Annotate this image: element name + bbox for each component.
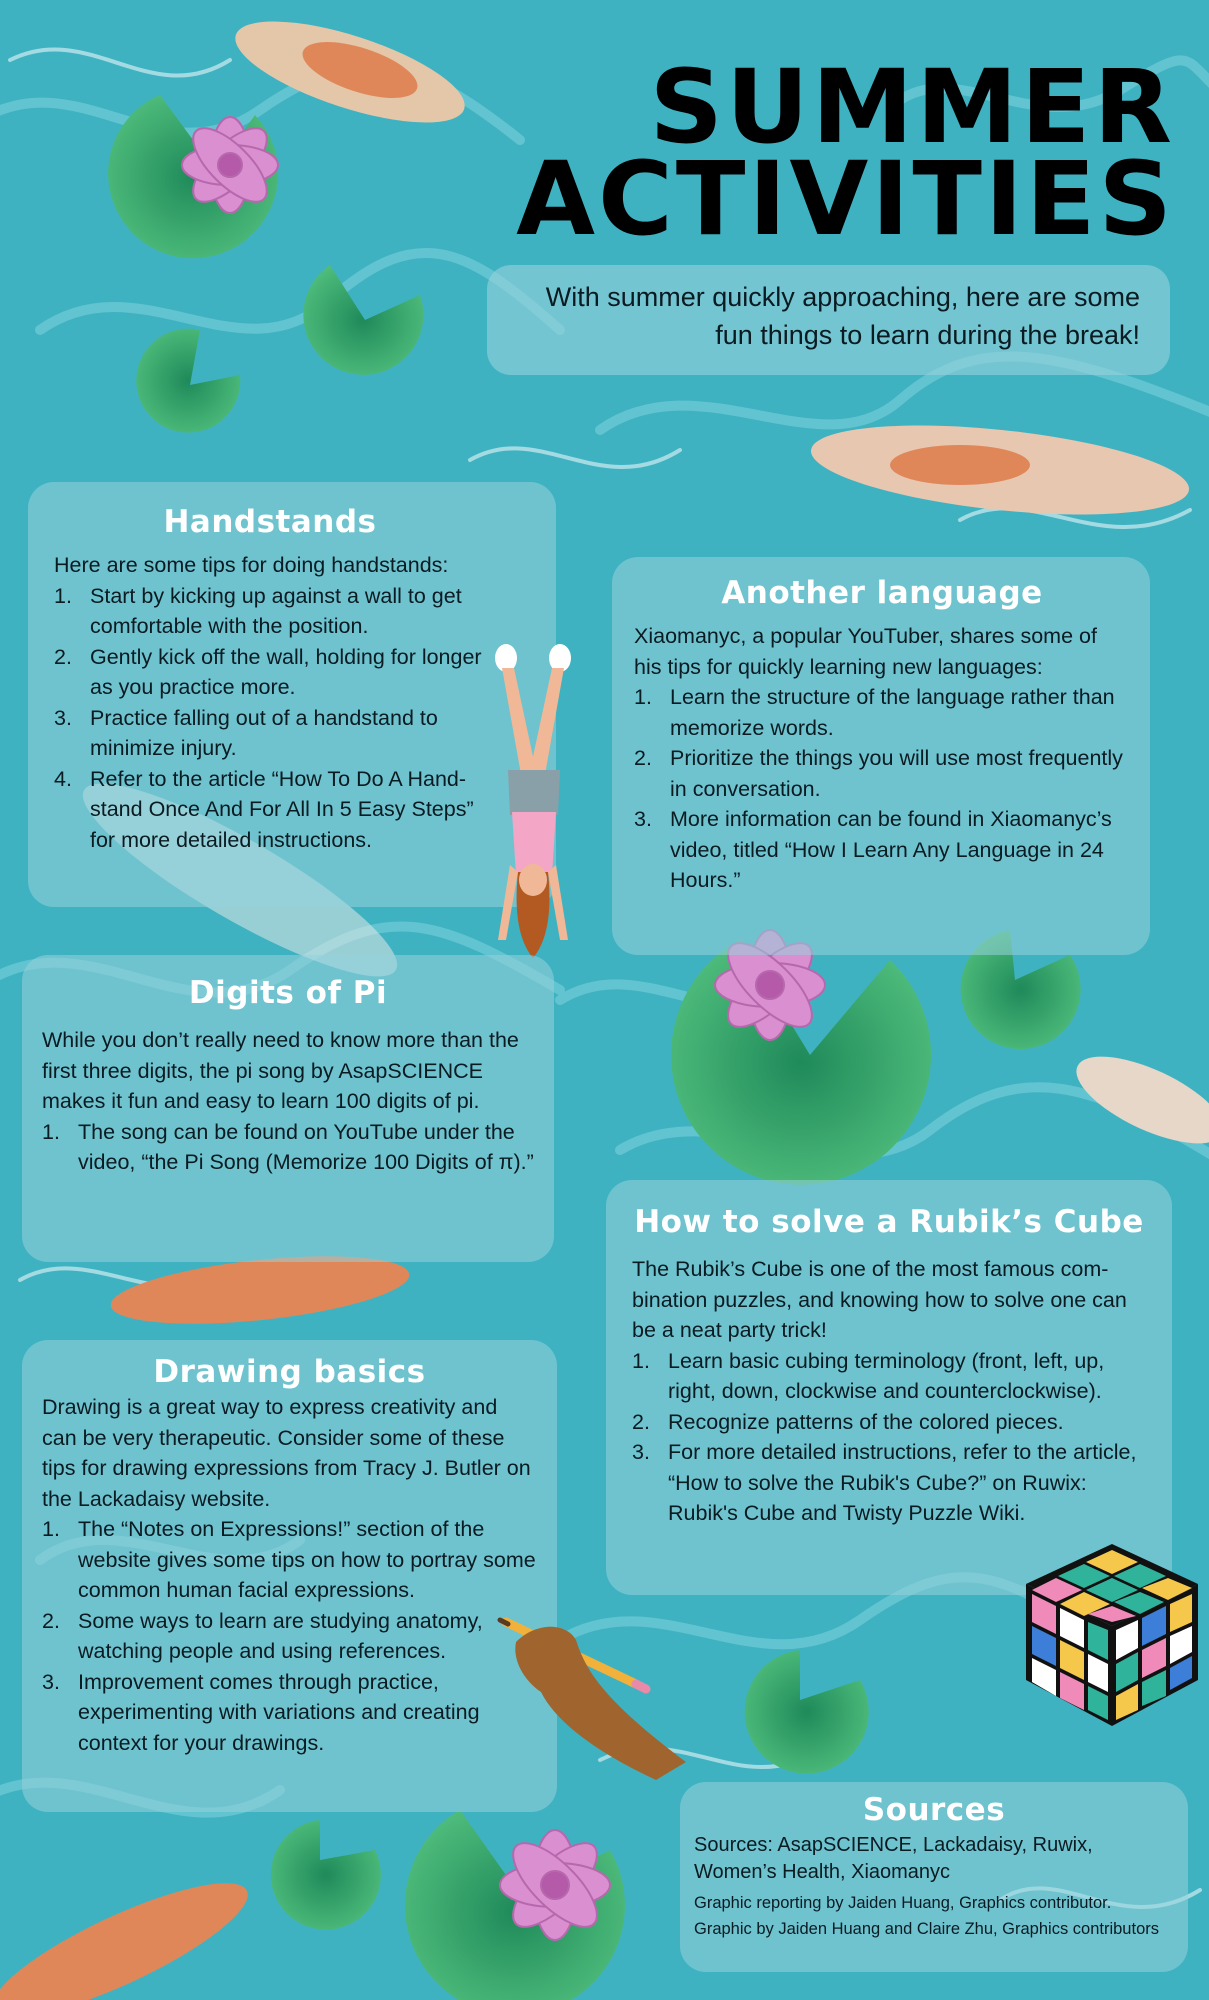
subtitle-text: With summer quickly approaching, here are some fun things to learn during the break! — [545, 282, 1140, 350]
pi-list — [42, 1117, 534, 1178]
rubik-heading: How to solve a Rubik’s Cube — [634, 1204, 1144, 1240]
rubik-card — [606, 1180, 1172, 1595]
sources-heading: Sources — [862, 1792, 1006, 1828]
pi-heading: Digits of Pi — [188, 975, 388, 1011]
list-item: 2. Gently kick off the wall, holding for longer as you practice more. — [54, 644, 482, 699]
page-title — [516, 48, 1175, 259]
handstand-girl-illustration — [488, 640, 578, 965]
subtitle-box — [487, 265, 1170, 375]
language-card — [612, 557, 1150, 955]
sources-card — [680, 1782, 1188, 1972]
pi-card — [22, 955, 554, 1262]
sources-list: Sources: AsapSCIENCE, Lackadaisy, Ruwix, Women’s Health, Xiaomanyc — [694, 1834, 1093, 1883]
list-item: 3. Improvement comes through practice, experimenting with variations and creating context for your drawings. — [42, 1669, 480, 1755]
handstands-card — [28, 482, 556, 907]
language-intro: Xiaomanyc, a popular YouTuber, shares some of his tips for quickly learning new languages: — [634, 624, 1097, 679]
list-item: 2. Prioritize the things you will use most frequently in conversation. — [634, 746, 1123, 801]
title-line-2: ACTIVITIES — [516, 140, 1175, 259]
list-item: 2. Some ways to learn are studying anatomy, watching people and using references. — [42, 1608, 483, 1663]
list-item: 2. Recognize patterns of the colored pieces. — [632, 1409, 1064, 1434]
pi-intro: While you don’t really need to know more than the first three digits, the pi song by AsapSCIENCE makes it fun and easy to learn 100 digits of pi. — [42, 1028, 519, 1113]
list-item: 3. Practice falling out of a handstand to minimize injury. — [54, 705, 438, 760]
list-item: 3. More information can be found in Xiaomanyc’s video, titled “How I Learn Any Language in 24 Hours.” — [634, 807, 1112, 892]
handstands-list — [54, 581, 486, 856]
handstands-heading: Handstands — [163, 504, 377, 540]
handstands-intro: Here are some tips for doing handstands: — [54, 553, 449, 577]
list-item: 1. The “Notes on Expressions!” section of the website gives some tips on how to portray some common human facial expressions. — [42, 1517, 536, 1602]
list-item: 1. Learn the structure of the language rather than memorize words. — [634, 685, 1115, 740]
drawing-hand-illustration — [486, 1612, 696, 1782]
list-item: 4. Refer to the article “How To Do A Hand-stand Once And For All In 5 Easy Steps” for more detailed instructions. — [54, 766, 474, 852]
drawing-list — [42, 1514, 537, 1758]
language-list — [634, 682, 1130, 896]
drawing-card — [22, 1340, 557, 1812]
drawing-heading: Drawing basics — [153, 1354, 426, 1390]
drawing-intro: Drawing is a great way to express creativity and can be very therapeutic. Consider some of these tips for drawing expressions from Tracy J. Butler on the Lackadaisy website. — [42, 1395, 531, 1511]
graphic-credit: Graphic by Jaiden Huang and Claire Zhu, Graphics contributors — [694, 1920, 1159, 1938]
graphic-reporting-credit: Graphic reporting by Jaiden Huang, Graphics contributor. — [694, 1894, 1112, 1912]
list-item: 1. The song can be found on YouTube under the video, “the Pi Song (Memorize 100 Digits of π).” — [42, 1119, 534, 1174]
list-item: 1. Learn basic cubing terminology (front, left, up, right, down, clockwise and counterclockwise). — [632, 1348, 1105, 1403]
language-heading: Another language — [721, 575, 1043, 611]
rubik-list — [632, 1346, 1146, 1529]
rubik-intro: The Rubik’s Cube is one of the most famous com-bination puzzles, and knowing how to solve one can be a neat party trick! — [632, 1257, 1127, 1342]
rubiks-cube-illustration — [1022, 1540, 1202, 1730]
list-item: 3. For more detailed instructions, refer to the article, “How to solve the Rubik's Cube?” on Ruwix: Rubik's Cube and Twisty Puzzle Wiki. — [632, 1440, 1137, 1525]
title-line-1: SUMMER — [649, 48, 1175, 167]
list-item: 1. Start by kicking up against a wall to get comfortable with the position. — [54, 583, 462, 638]
